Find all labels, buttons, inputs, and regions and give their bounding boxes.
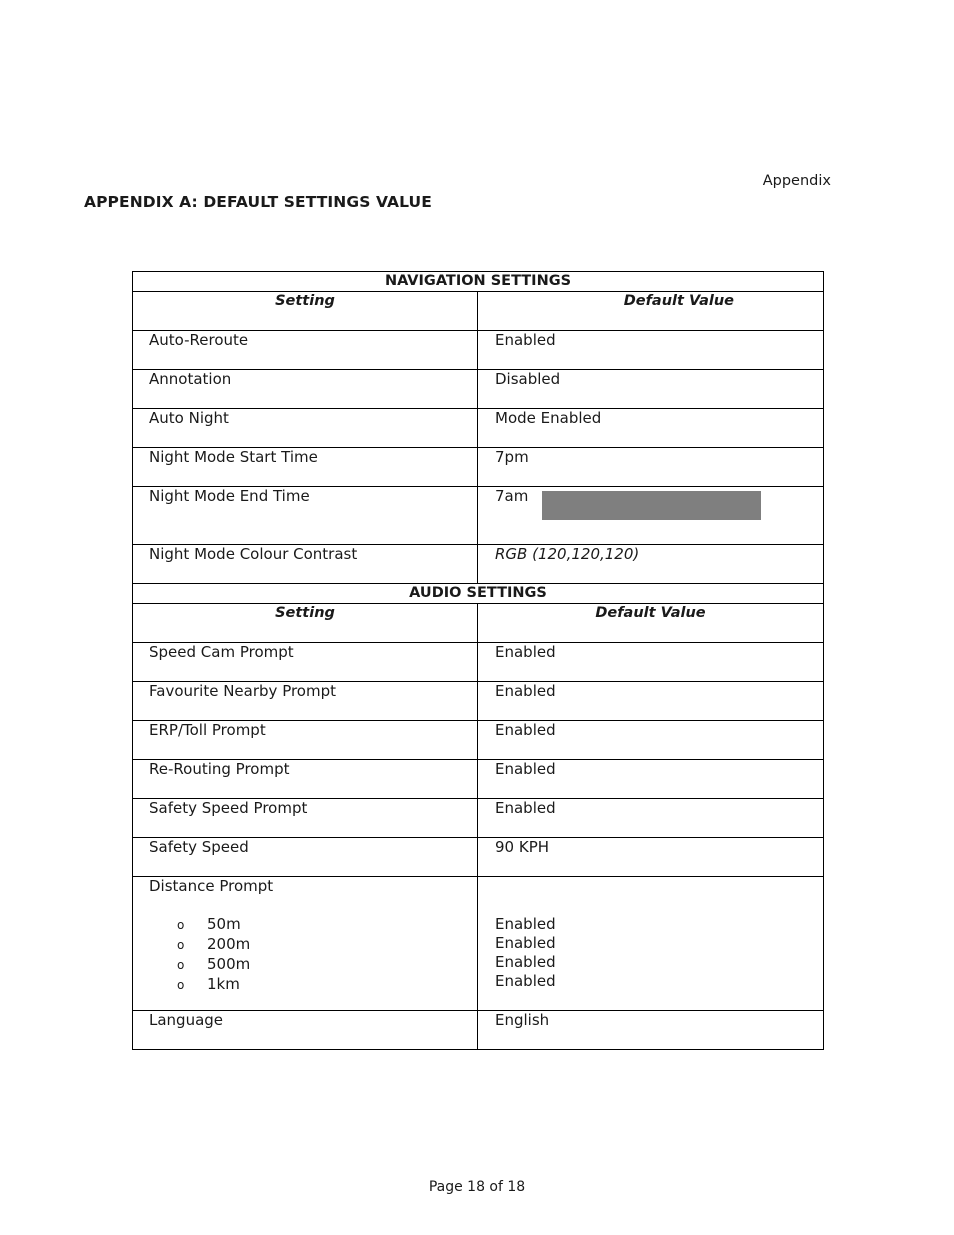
list-item — [149, 935, 477, 955]
list-item — [149, 915, 477, 935]
header-section-label: Appendix — [762, 173, 831, 189]
setting-value: Enabled — [478, 682, 824, 721]
bullet-icon: o — [177, 918, 185, 932]
distance-label: 500m — [207, 955, 251, 973]
setting-name: Distance Prompt — [149, 877, 274, 895]
setting-name: Favourite Nearby Prompt — [133, 682, 478, 721]
table-row — [133, 331, 824, 370]
table-row — [133, 545, 824, 584]
setting-name: Auto-Reroute — [133, 331, 478, 370]
distance-label: 50m — [207, 915, 241, 933]
setting-value: RGB (120,120,120) — [478, 545, 824, 584]
table-row — [133, 409, 824, 448]
setting-name: Re-Routing Prompt — [133, 760, 478, 799]
setting-name: Language — [133, 1011, 478, 1050]
setting-name: ERP/Toll Prompt — [133, 721, 478, 760]
setting-value: Mode Enabled — [478, 409, 824, 448]
setting-value: Enabled — [495, 972, 556, 990]
navigation-settings-heading-row — [133, 272, 824, 292]
setting-name: Safety Speed — [133, 838, 478, 877]
table-row — [133, 799, 824, 838]
table-row — [133, 838, 824, 877]
list-item — [149, 955, 477, 975]
redaction-block — [542, 491, 761, 520]
setting-value: Enabled — [495, 915, 556, 933]
setting-name: Night Mode Colour Contrast — [133, 545, 478, 584]
setting-name: Speed Cam Prompt — [133, 643, 478, 682]
setting-value: Enabled — [495, 953, 556, 971]
distance-list — [149, 915, 477, 995]
table-row — [133, 448, 824, 487]
setting-value: Enabled — [478, 721, 824, 760]
setting-value: 7am — [495, 487, 529, 505]
setting-name: Night Mode End Time — [133, 487, 478, 545]
distance-value-list — [495, 915, 823, 991]
audio-settings-heading-row — [133, 584, 824, 604]
table-row — [133, 370, 824, 409]
table-row — [133, 487, 824, 545]
distance-prompt-cell — [133, 877, 478, 1011]
setting-value: Enabled — [478, 760, 824, 799]
setting-value: 90 KPH — [478, 838, 824, 877]
navigation-settings-heading: NAVIGATION SETTINGS — [133, 272, 824, 292]
setting-value: Enabled — [478, 331, 824, 370]
setting-value: Disabled — [478, 370, 824, 409]
setting-value: Enabled — [495, 934, 556, 952]
table-row — [133, 721, 824, 760]
setting-value: English — [478, 1011, 824, 1050]
setting-value-cell — [478, 487, 824, 545]
audio-setting-column-header: Setting — [133, 604, 478, 643]
setting-value: Enabled — [478, 799, 824, 838]
table-row — [133, 1011, 824, 1050]
setting-name: Auto Night — [133, 409, 478, 448]
audio-value-column-header: Default Value — [478, 604, 824, 643]
setting-value: Enabled — [478, 643, 824, 682]
navigation-column-header-row — [133, 292, 824, 331]
distance-label: 200m — [207, 935, 251, 953]
default-settings-table — [132, 271, 824, 1050]
appendix-title: APPENDIX A: DEFAULT SETTINGS VALUE — [84, 193, 432, 211]
bullet-icon: o — [177, 978, 185, 992]
distance-label: 1km — [207, 975, 240, 993]
distance-values-cell — [478, 877, 824, 1011]
distance-prompt-row — [133, 877, 824, 1011]
setting-name: Annotation — [133, 370, 478, 409]
setting-name: Safety Speed Prompt — [133, 799, 478, 838]
table-row — [133, 682, 824, 721]
navigation-setting-column-header: Setting — [133, 292, 478, 331]
navigation-value-column-header: Default Value — [478, 292, 824, 331]
setting-name: Night Mode Start Time — [133, 448, 478, 487]
table-row — [133, 643, 824, 682]
bullet-icon: o — [177, 938, 185, 952]
page-number: Page 18 of 18 — [428, 1179, 526, 1195]
list-item — [149, 975, 477, 995]
bullet-icon: o — [177, 958, 185, 972]
audio-column-header-row — [133, 604, 824, 643]
setting-value: 7pm — [478, 448, 824, 487]
table-row — [133, 760, 824, 799]
audio-settings-heading: AUDIO SETTINGS — [133, 584, 824, 604]
